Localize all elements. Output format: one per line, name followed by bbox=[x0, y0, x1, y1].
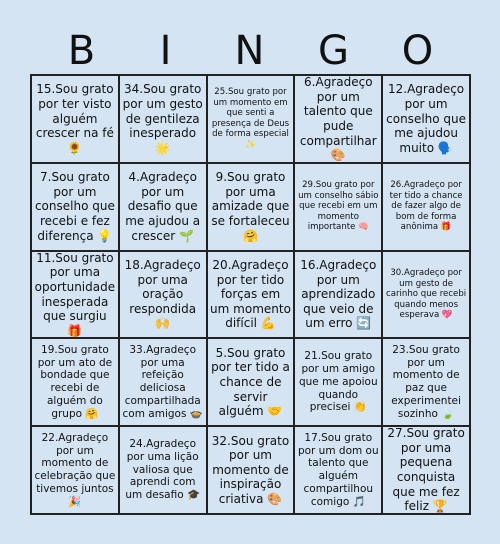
bingo-cell-r2c5[interactable]: 26.Agradeço por ter tido a chance de fazer algo de bom de forma anônima 🎁 bbox=[382, 163, 470, 251]
bingo-cell-r1c4[interactable]: 6.Agradeço por um talento que pude compartilhar 🎨 bbox=[294, 75, 382, 163]
bingo-cell-r5c5[interactable]: 27.Sou grato por uma pequena conquista que me fez feliz 🏆 bbox=[382, 426, 470, 514]
bingo-cell-r4c2[interactable]: 33.Agradeço por uma refeição deliciosa compartilhada com amigos 🍲 bbox=[119, 338, 207, 426]
header-letter-n: N bbox=[234, 28, 266, 74]
bingo-cell-r2c3[interactable]: 9.Sou grato por uma amizade que se fortaleceu 🤗 bbox=[207, 163, 295, 251]
bingo-cell-r1c5[interactable]: 12.Agradeço por um conselho que me ajudou muito 🗣️ bbox=[382, 75, 470, 163]
bingo-cell-r4c3[interactable]: 5.Sou grato por ter tido a chance de servir alguém 🤝 bbox=[207, 338, 295, 426]
bingo-cell-r1c2[interactable]: 34.Sou grato por um gesto de gentileza inesperado 🌟 bbox=[119, 75, 207, 163]
bingo-cell-r2c4[interactable]: 29.Sou grato por um conselho sábio que recebi em um momento importante 🧠 bbox=[294, 163, 382, 251]
bingo-cell-r3c5[interactable]: 30.Agradeço por um gesto de carinho que recebi quando menos esperava 💖 bbox=[382, 251, 470, 339]
bingo-cell-r3c2[interactable]: 18.Agradeço por uma oração respondida 🙌 bbox=[119, 251, 207, 339]
header-letter-i: I bbox=[159, 28, 173, 74]
bingo-cell-r1c3[interactable]: 25.Sou grato por um momento em que senti a presença de Deus de forma especial ✨ bbox=[207, 75, 295, 163]
bingo-grid bbox=[30, 74, 471, 515]
bingo-header bbox=[30, 28, 470, 74]
bingo-cell-r5c4[interactable]: 17.Sou grato por um dom ou talento que alguém compartilhou comigo 🎵 bbox=[294, 426, 382, 514]
bingo-cell-r5c3[interactable]: 32.Sou grato por um momento de inspiração criativa 🎨 bbox=[207, 426, 295, 514]
bingo-cell-r1c1[interactable]: 15.Sou grato por ter visto alguém crescer na fé 🌻 bbox=[31, 75, 119, 163]
bingo-cell-r5c2[interactable]: 24.Agradeço por uma lição valiosa que aprendi com um desafio 🎓 bbox=[119, 426, 207, 514]
header-letter-b: B bbox=[67, 28, 97, 74]
bingo-cell-r4c1[interactable]: 19.Sou grato por um ato de bondade que recebi de alguém do grupo 🤗 bbox=[31, 338, 119, 426]
header-letter-o: O bbox=[401, 28, 435, 74]
bingo-cell-r3c1[interactable]: 11.Sou grato por uma oportunidade inesperada que surgiu 🎁 bbox=[31, 251, 119, 339]
bingo-cell-r4c4[interactable]: 21.Sou grato por um amigo que me apoiou quando precisei 👏 bbox=[294, 338, 382, 426]
bingo-cell-r4c5[interactable]: 23.Sou grato por um momento de paz que experimentei sozinho 🍃 bbox=[382, 338, 470, 426]
bingo-cell-r3c3[interactable]: 20.Agradeço por ter tido forças em um momento difícil 💪 bbox=[207, 251, 295, 339]
header-letter-g: G bbox=[318, 28, 350, 74]
bingo-cell-r5c1[interactable]: 22.Agradeço por um momento de celebração que tivemos juntos 🎉 bbox=[31, 426, 119, 514]
bingo-cell-r2c1[interactable]: 7.Sou grato por um conselho que recebi e fez diferença 💡 bbox=[31, 163, 119, 251]
bingo-cell-r2c2[interactable]: 4.Agradeço por um desafio que me ajudou a crescer 🌱 bbox=[119, 163, 207, 251]
bingo-cell-r3c4[interactable]: 16.Agradeço por um aprendizado que veio de um erro 🔄 bbox=[294, 251, 382, 339]
